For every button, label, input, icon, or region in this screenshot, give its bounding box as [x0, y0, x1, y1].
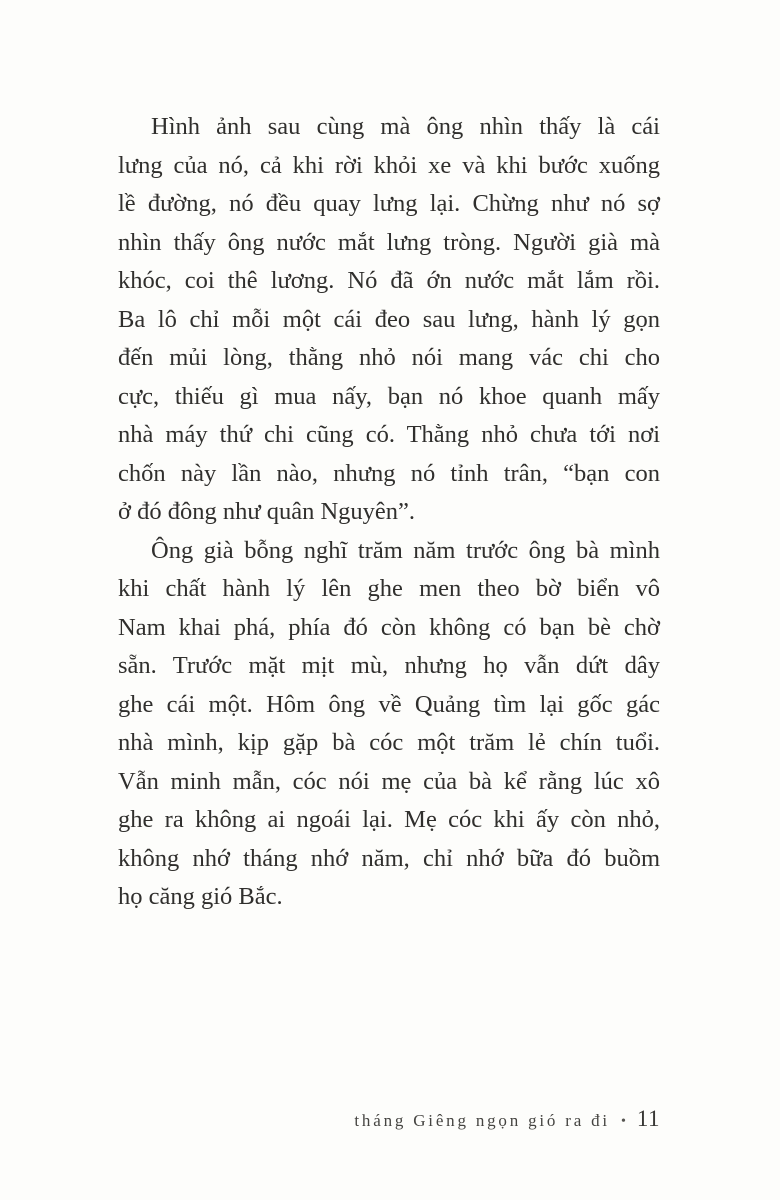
page-body-text	[118, 108, 660, 917]
page-footer	[354, 1106, 660, 1132]
text-line: ghe ra không ai ngoái lại. Mẹ cóc khi ấy còn nhỏ,	[118, 806, 660, 833]
footer-separator-dot: •	[620, 1114, 626, 1129]
text-line: sẵn. Trước mặt mịt mù, nhưng họ vẫn dứt dây	[118, 652, 660, 679]
text-line: họ căng gió Bắc.	[118, 883, 283, 910]
text-line: không nhớ tháng nhớ năm, chỉ nhớ bữa đó buồm	[118, 844, 660, 872]
running-title: tháng Giêng ngọn gió ra đi	[354, 1111, 610, 1130]
text-line: Ông già bỗng nghĩ trăm năm trước ông bà mình	[151, 536, 660, 564]
text-line: Nam khai phá, phía đó còn không có bạn bè chờ	[118, 613, 660, 641]
paragraph	[118, 532, 660, 917]
text-line: nhà máy thứ chi cũng có. Thằng nhỏ chưa tới nơi	[118, 421, 660, 448]
text-line: Ba lô chỉ mỗi một cái đeo sau lưng, hành lý gọn	[118, 305, 660, 333]
text-line: nhìn thấy ông nước mắt lưng tròng. Người già mà	[118, 228, 660, 256]
text-line: Vẫn minh mẫn, cóc nói mẹ của bà kể rằng lúc xô	[118, 767, 660, 795]
paragraph	[118, 108, 660, 532]
text-line: ở đó đông như quân Nguyên”.	[118, 498, 416, 525]
text-line: cực, thiếu gì mua nấy, bạn nó khoe quanh mấy	[118, 382, 660, 410]
text-line: chốn này lần nào, nhưng nó tỉnh trân, “bạn con	[118, 459, 660, 487]
text-line: lưng của nó, cả khi rời khỏi xe và khi bước xuống	[118, 151, 660, 179]
text-line: ghe cái một. Hôm ông về Quảng tìm lại gốc gác	[118, 690, 660, 718]
text-line: nhà mình, kịp gặp bà cóc một trăm lẻ chín tuổi.	[118, 729, 660, 756]
text-line: lề đường, nó đều quay lưng lại. Chừng như nó sợ	[118, 190, 660, 217]
text-line: đến mủi lòng, thằng nhỏ nói mang vác chi cho	[118, 344, 660, 371]
text-line: Hình ảnh sau cùng mà ông nhìn thấy là cái	[151, 113, 660, 140]
text-line: khi chất hành lý lên ghe men theo bờ biển vô	[118, 575, 660, 602]
page-number: 11	[636, 1106, 660, 1131]
text-line: khóc, coi thê lương. Nó đã ớn nước mắt lắm rồi.	[118, 267, 660, 294]
